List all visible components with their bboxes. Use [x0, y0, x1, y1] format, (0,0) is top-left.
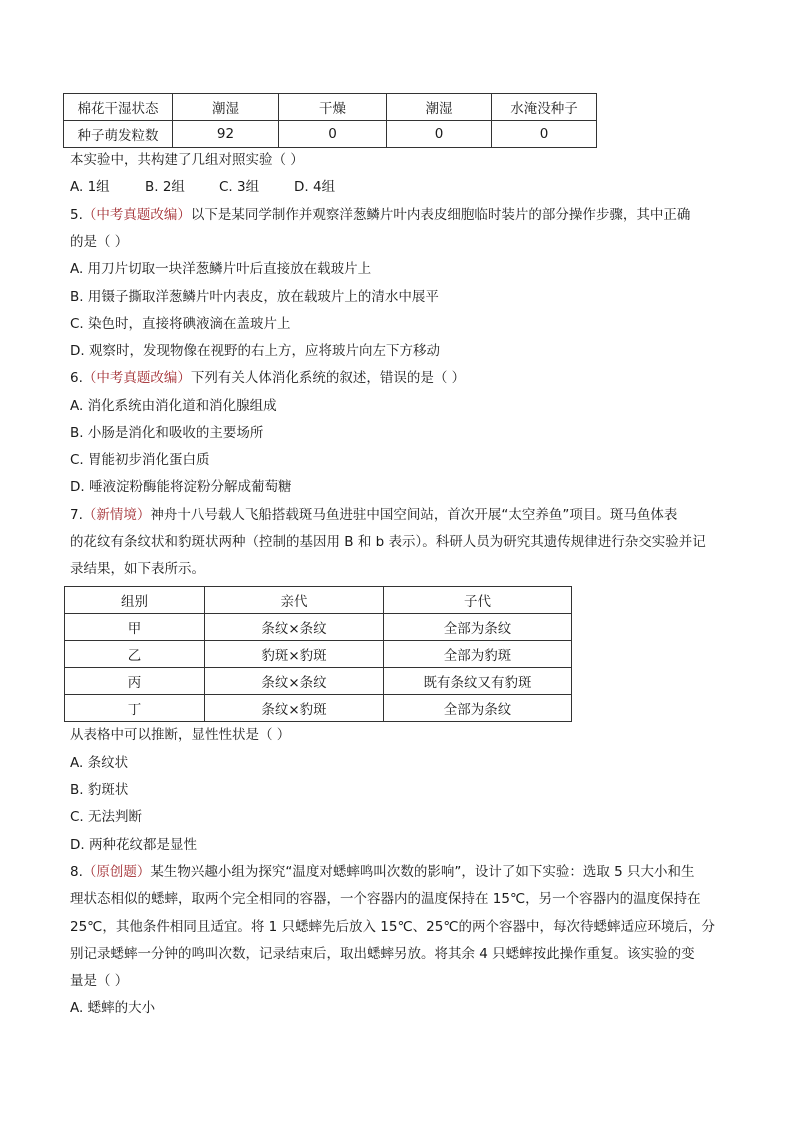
- question-tag: （中考真题改编）: [82, 370, 191, 386]
- q8-stem-2: 理状态相似的蟋蟀，取两个完全相同的容器，一个容器内的温度保持在 15℃，另一个容器内的温度保持在: [70, 891, 701, 907]
- table-cell: 干燥: [279, 94, 387, 121]
- table-cell: 全部为条纹: [384, 695, 572, 722]
- q7-option-b: B. 豹斑状: [70, 782, 129, 798]
- q5-option-c: C. 染色时，直接将碘液滴在盖玻片上: [70, 316, 291, 332]
- table-cell: 0: [279, 121, 387, 148]
- table-row: [65, 695, 572, 722]
- q6-option-c: C. 胃能初步消化蛋白质: [70, 452, 210, 468]
- q4-question: 本实验中，共构建了几组对照实验（ ）: [70, 152, 304, 168]
- q8-stem: [70, 862, 695, 882]
- table-row: [64, 94, 597, 121]
- q8-stem-4: 别记录蟋蟀一分钟的鸣叫次数，记录结束后，取出蟋蟀另放。将其余 4 只蟋蟀按此操作重复。该实验的变: [70, 946, 695, 962]
- q7-stem-2: 的花纹有条纹状和豹斑状两种（控制的基因用 B 和 b 表示）。科研人员为研究其遗传规律进行杂交实验并记: [70, 534, 706, 550]
- q7-option-d: D. 两种花纹都是显性: [70, 837, 197, 853]
- table-cell: 棉花干湿状态: [64, 94, 173, 121]
- option-b: B. 2组: [145, 179, 185, 195]
- q7-stem-3: 录结果，如下表所示。: [70, 561, 205, 577]
- table-cell: 条纹×条纹: [205, 614, 384, 641]
- column-header: 子代: [384, 587, 572, 614]
- column-header: 组别: [65, 587, 205, 614]
- question-number: 7.: [70, 507, 83, 523]
- table-cell: 0: [492, 121, 597, 148]
- q5-stem-2: 的是（ ）: [70, 234, 129, 250]
- question-number: 8.: [70, 864, 83, 880]
- column-header: 亲代: [205, 587, 384, 614]
- table-cell: 潮湿: [387, 94, 492, 121]
- option-a: A. 1组: [70, 179, 110, 195]
- question-tag: （新情境）: [82, 507, 151, 523]
- option-d: D. 4组: [294, 179, 336, 195]
- table-cell: 条纹×条纹: [205, 668, 384, 695]
- q7-question: 从表格中可以推断，显性性状是（ ）: [70, 727, 291, 743]
- q5-stem: [70, 205, 690, 225]
- table-cell: 乙: [65, 641, 205, 668]
- table-cell: 0: [387, 121, 492, 148]
- q4-options: [70, 177, 335, 197]
- q7-option-c: C. 无法判断: [70, 809, 143, 825]
- table-cell: 丙: [65, 668, 205, 695]
- q6-text: 下列有关人体消化系统的叙述，错误的是（ ）: [190, 370, 466, 386]
- question-tag: （中考真题改编）: [82, 207, 191, 223]
- q8-text: 某生物兴趣小组为探究“温度对蟋蟀鸣叫次数的影响”，设计了如下实验：选取 5 只大小和生: [150, 864, 695, 880]
- q7-stem: [70, 505, 677, 525]
- table-cell: 条纹×豹斑: [205, 695, 384, 722]
- option-c: C. 3组: [219, 179, 260, 195]
- q6-option-a: A. 消化系统由消化道和消化腺组成: [70, 398, 277, 414]
- table-header-row: [65, 587, 572, 614]
- table-cell: 豹斑×豹斑: [205, 641, 384, 668]
- q8-option-a: A. 蟋蟀的大小: [70, 1000, 156, 1016]
- table-cell: 全部为豹斑: [384, 641, 572, 668]
- table-cell: 潮湿: [173, 94, 279, 121]
- table-cell: 甲: [65, 614, 205, 641]
- table-row: [64, 121, 597, 148]
- q6-stem: [70, 368, 465, 388]
- q6-option-b: B. 小肠是消化和吸收的主要场所: [70, 425, 264, 441]
- question-number: 5.: [70, 207, 83, 223]
- question-number: 6.: [70, 370, 83, 386]
- q5-option-d: D. 观察时，发现物像在视野的右上方，应将玻片向左下方移动: [70, 343, 440, 359]
- table-cell: 水淹没种子: [492, 94, 597, 121]
- q7-option-a: A. 条纹状: [70, 755, 129, 771]
- zebrafish-table: [64, 586, 572, 722]
- q5-option-b: B. 用镊子撕取洋葱鳞片叶内表皮，放在载玻片上的清水中展平: [70, 289, 439, 305]
- table-cell: 既有条纹又有豹斑: [384, 668, 572, 695]
- question-tag: （原创题）: [82, 864, 151, 880]
- q5-text: 以下是某同学制作并观察洋葱鳞片叶内表皮细胞临时装片的部分操作步骤，其中正确: [190, 207, 691, 223]
- q5-option-a: A. 用刀片切取一块洋葱鳞片叶后直接放在载玻片上: [70, 261, 372, 277]
- table-cell: 全部为条纹: [384, 614, 572, 641]
- q7-text: 神舟十八号载人飞船搭载斑马鱼进驻中国空间站，首次开展“太空养鱼”项目。斑马鱼体表: [150, 507, 678, 523]
- q6-option-d: D. 唾液淀粉酶能将淀粉分解成葡萄糖: [70, 479, 292, 495]
- table-row: [65, 641, 572, 668]
- table-cell: 丁: [65, 695, 205, 722]
- table-cell: 92: [173, 121, 279, 148]
- table-row: [65, 668, 572, 695]
- germination-table: [63, 93, 597, 148]
- table-cell: 种子萌发粒数: [64, 121, 173, 148]
- q8-stem-3: 25℃，其他条件相同且适宜。将 1 只蟋蟀先后放入 15℃、25℃的两个容器中，每次待蟋蟀适应环境后，分: [70, 919, 715, 935]
- table-row: [65, 614, 572, 641]
- q8-stem-5: 量是（ ）: [70, 973, 129, 989]
